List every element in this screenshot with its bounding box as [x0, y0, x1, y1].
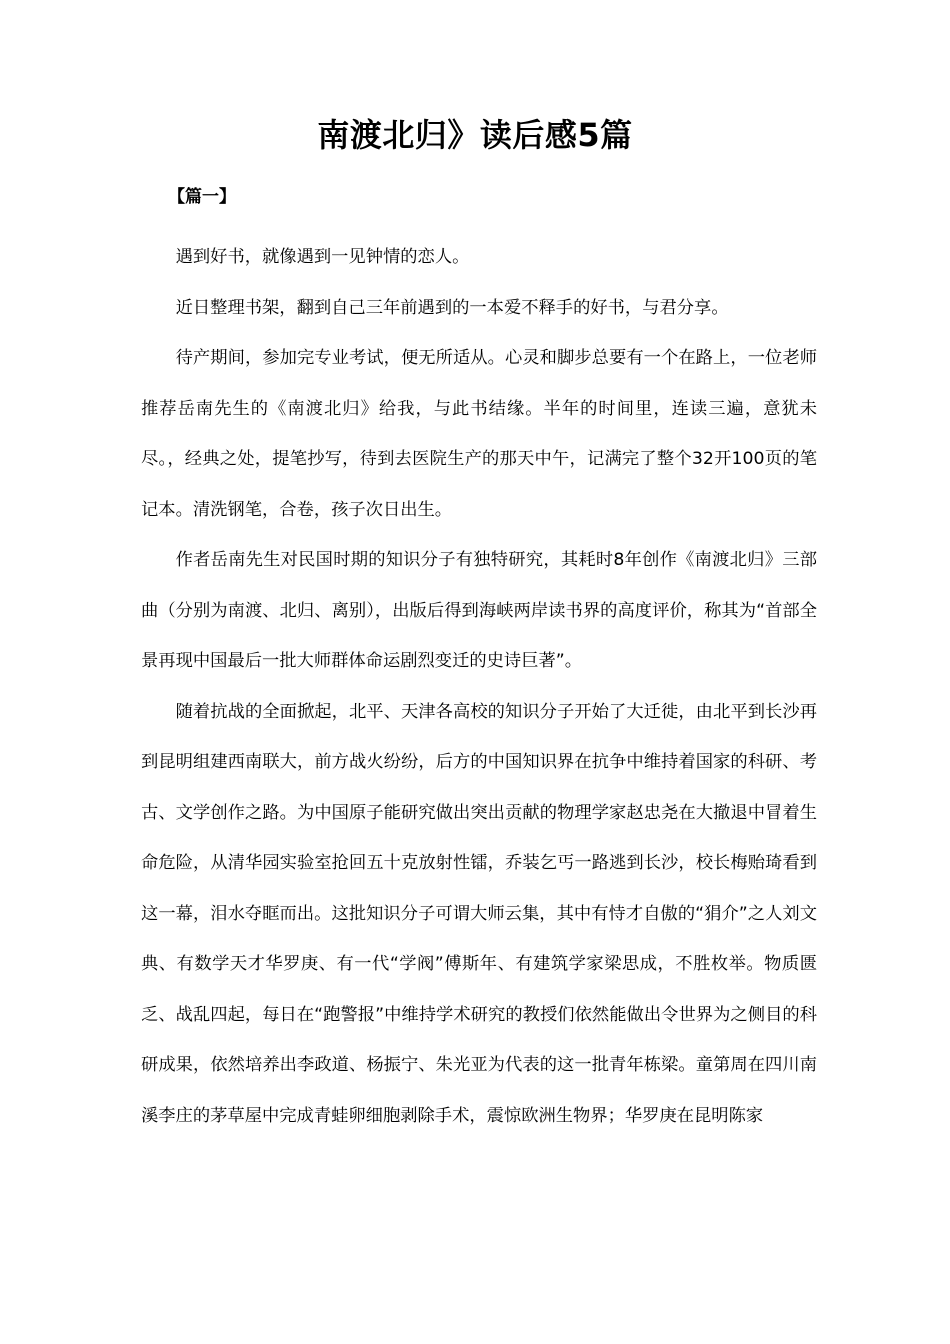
paragraph: 遇到好书，就像遇到一见钟情的恋人。 [175, 247, 470, 267]
paragraph: 作者岳南先生对民国时期的知识分子有独特研究，其耗时8年创作《南渡北归》三部曲（分别为南渡、北归、离别），出版后得到海峡两岸读书界的高度评价，称其为“首部全景再现中国最后一批大师群体命运剧烈变迁的史诗巨著”。 [141, 550, 817, 671]
document-body [141, 232, 817, 1141]
paragraph: 待产期间，参加完专业考试，便无所适从。心灵和脚步总要有一个在路上，一位老师推荐岳南先生的《南渡北归》给我，与此书结缘。半年的时间里，连读三遍，意犹未尽。，经典之处，提笔抄写，待到去医院生产的那天中午，记满完了整个32开100页的笔记本。清洗钢笔，合卷，孩子次日出生。 [141, 348, 817, 520]
document-title: 南渡北归》读后感5篇 [317, 116, 633, 154]
paragraph: 随着抗战的全面掀起，北平、天津各高校的知识分子开始了大迁徙，由北平到长沙再到昆明组建西南联大，前方战火纷纷，后方的中国知识界在抗争中维持着国家的科研、考古、文学创作之路。为中国原子能研究做出突出贡献的物理学家赵忠尧在大撤退中冒着生命危险，从清华园实验室抢回五十克放射性镭，乔装乞丐一路逃到长沙，校长梅贻琦看到这一幕，泪水夺眶而出。这批知识分子可谓大师云集，其中有恃才自傲的“狷介”之人刘文典、有数学天才华罗庚、有一代“学阀”傅斯年、有建筑学家梁思成，不胜枚举。物质匮乏、战乱四起，每日在“跑警报”中维持学术研究的教授们依然能做出令世界为之侧目的科研成果，依然培养出李政道、杨振宁、朱光亚为代表的这一批青年栋梁。童第周在四川南溪李庄的茅草屋中完成青蛙卵细胞剥除手术，震惊欧洲生物界；华罗庚在昆明陈家 [141, 701, 817, 1126]
section-heading: 【篇一】 [168, 187, 236, 207]
paragraph: 近日整理书架，翻到自己三年前遇到的一本爱不释手的好书，与君分享。 [175, 297, 729, 318]
